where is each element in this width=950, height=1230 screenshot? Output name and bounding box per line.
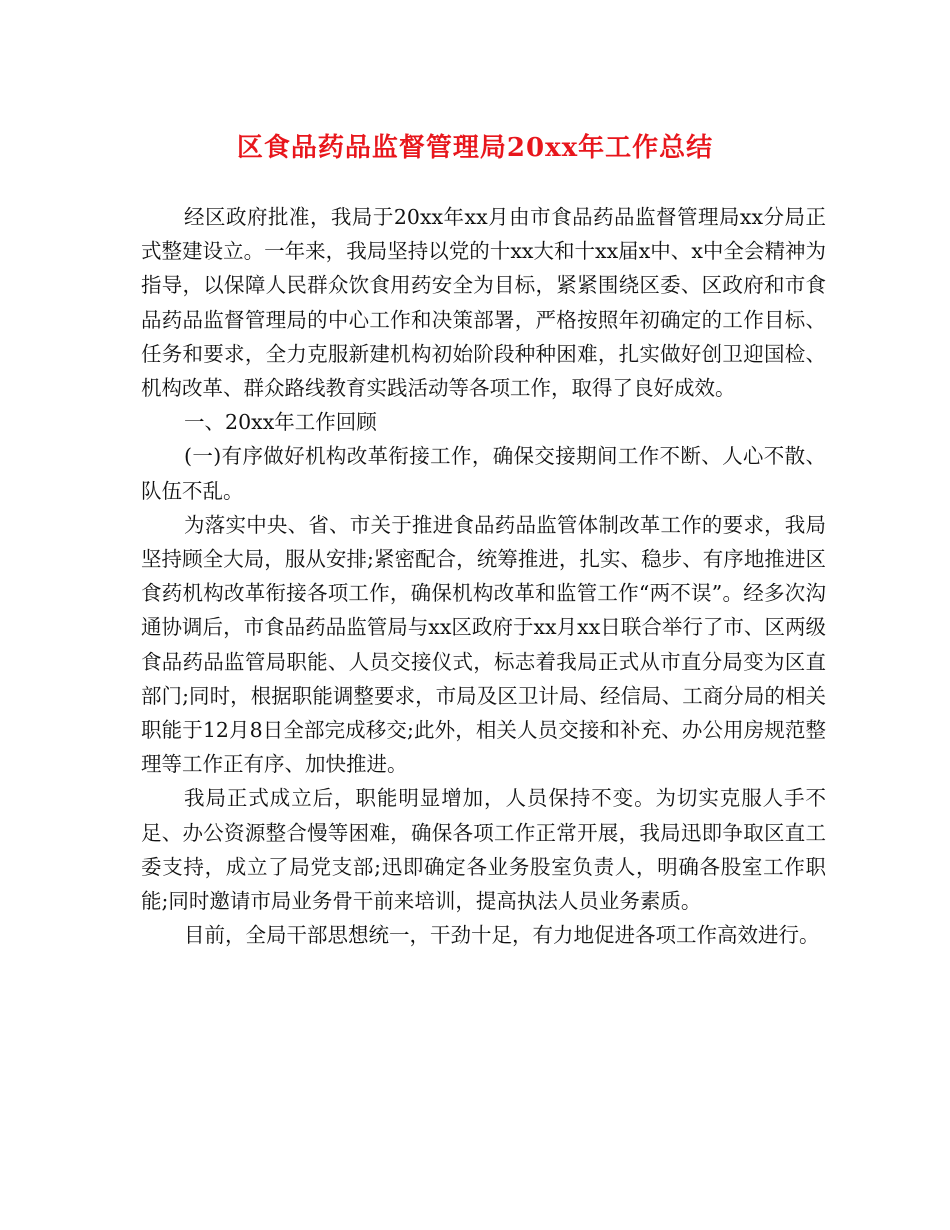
document-body	[141, 200, 826, 952]
subsection-heading: (一)有序做好机构改革衔接工作，确保交接期间工作不断、人心不散、队伍不乱。	[141, 444, 826, 503]
document-title: 区食品药品监督管理局20xx年工作总结	[236, 133, 714, 163]
paragraph-intro: 经区政府批准，我局于20xx年xx月由市食品药品监督管理局xx分局正式整建设立。一年来，我局坚持以党的十xx大和十xx届x中、x中全会精神为指导，以保障人民群众饮食用药安全为目标，紧紧围绕区委、区政府和市食品药品监督管理局的中心工作和决策部署，严格按照年初确定的工作目标、任务和要求，全力克服新建机构初始阶段种种困难，扎实做好创卫迎国检、机构改革、群众路线教育实践活动等各项工作，取得了良好成效。	[141, 205, 826, 401]
section-heading: 一、20xx年工作回顾	[184, 410, 377, 435]
paragraph: 我局正式成立后，职能明显增加，人员保持不变。为切实克服人手不足、办公资源整合慢等困难，确保各项工作正常开展，我局迅即争取区直工委支持，成立了局党支部;迅即确定各业务股室负责人，明确各股室工作职能;同时邀请市局业务骨干前来培训，提高执法人员业务素质。	[141, 786, 826, 914]
paragraph: 为落实中央、省、市关于推进食品药品监管体制改革工作的要求，我局坚持顾全大局，服从安排;紧密配合，统筹推进，扎实、稳步、有序地推进区食药机构改革衔接各项工作，确保机构改革和监管工作“两不误”。经多次沟通协调后，市食品药品监管局与xx区政府于xx月xx日联合举行了市、区两级食品药品监管局职能、人员交接仪式，标志着我局正式从市直分局变为区直部门;同时，根据职能调整要求，市局及区卫计局、经信局、工商分局的相关职能于12月8日全部完成移交;此外，相关人员交接和补充、办公用房规范整理等工作正有序、加快推进。	[141, 512, 826, 777]
paragraph: 目前，全局干部思想统一，干劲十足，有力地促进各项工作高效进行。	[184, 923, 820, 948]
